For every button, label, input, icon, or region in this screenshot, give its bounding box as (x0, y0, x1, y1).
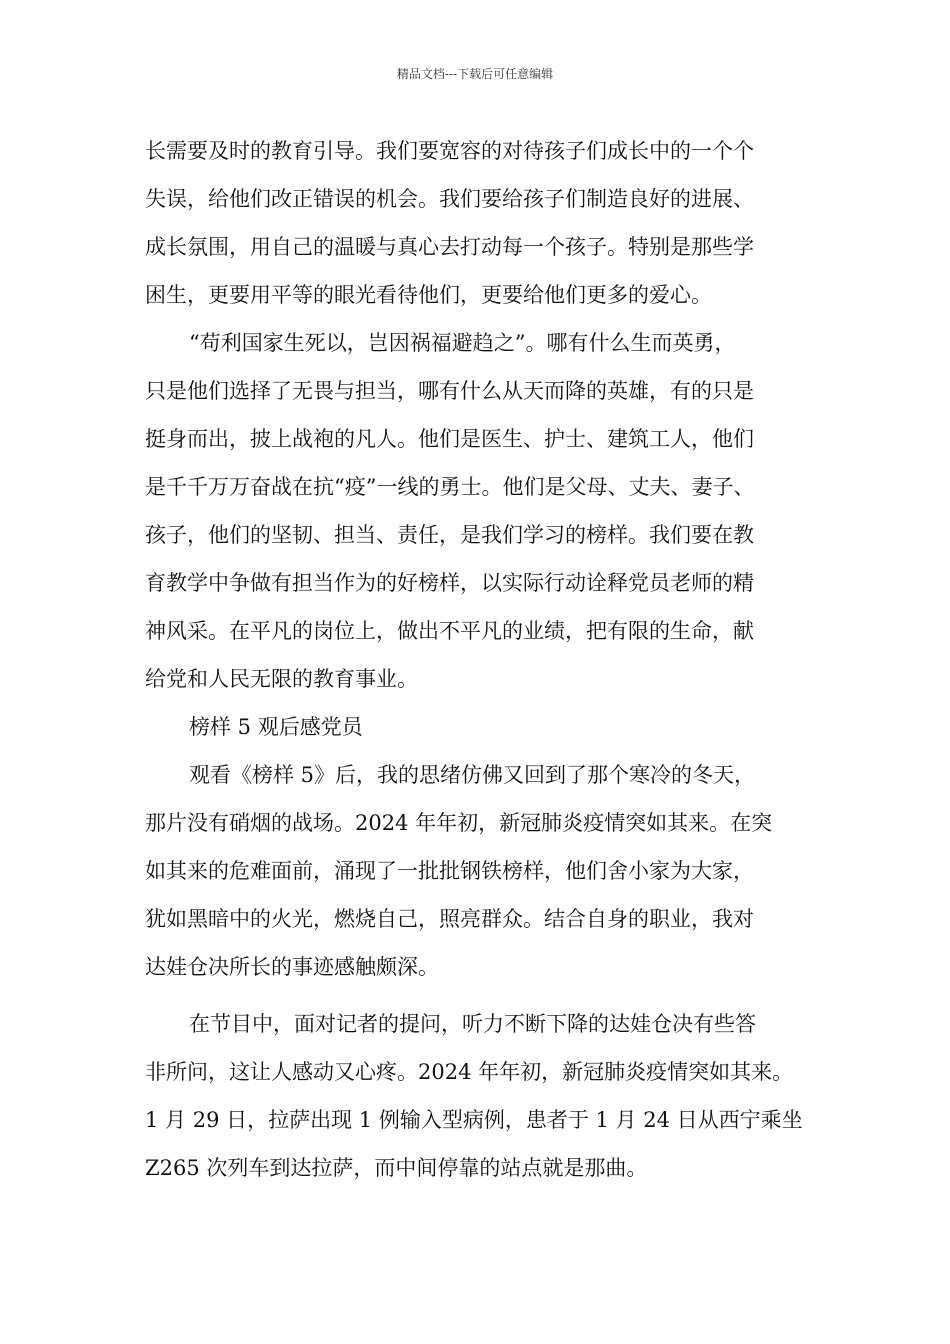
text-line: 如其来的危难面前，涌现了一批批钢铁榜样，他们舍小家为大家， (145, 859, 754, 883)
text-line: 犹如黑暗中的火光，燃烧自己，照亮群众。结合自身的职业，我对 (145, 907, 754, 931)
paragraph-gap (145, 991, 835, 1000)
text-line: 给党和人民无限的教育事业。 (145, 667, 418, 691)
text-line: 达娃仓决所长的事迹感触颇深。 (145, 955, 439, 979)
text-line: 育教学中争做有担当作为的好榜样，以实际行动诠释党员老师的精 (145, 571, 754, 595)
text-line: 那片没有硝烟的战场。2024 年年初，新冠肺炎疫情突如其来。在突 (145, 811, 773, 835)
text-line: 神风采。在平凡的岗位上，做出不平凡的业绩，把有限的生命，献 (145, 619, 754, 643)
text-line: 孩子，他们的坚韧、担当、责任，是我们学习的榜样。我们要在教 (145, 523, 754, 547)
section-title: 榜样 5 观后感党员 (189, 715, 363, 739)
text-line: 非所问，这让人感动又心疼。2024 年年初，新冠肺炎疫情突如其来。 (145, 1060, 794, 1084)
text-line: 观看《榜样 5》后，我的思绪仿佛又回到了那个寒冷的冬天， (189, 763, 756, 787)
document-body (145, 127, 835, 1192)
text-line: 1 月 29 日，拉萨出现 1 例输入型病例，患者于 1 月 24 日从西宁乘坐 (145, 1108, 803, 1132)
text-line: 困生，更要用平等的眼光看待他们，更要给他们更多的爱心。 (145, 283, 712, 307)
text-line: 在节目中，面对记者的提问，听力不断下降的达娃仓决有些答 (189, 1012, 756, 1036)
text-line: 挺身而出，披上战袍的凡人。他们是医生、护士、建筑工人，他们 (145, 427, 754, 451)
text-line: Z265 次列车到达拉萨，而中间停靠的站点就是那曲。 (145, 1156, 648, 1180)
text-line: 只是他们选择了无畏与担当，哪有什么从天而降的英雄，有的只是 (145, 379, 754, 403)
text-line: 是千千万万奋战在抗“疫”一线的勇士。他们是父母、丈夫、妻子、 (145, 475, 755, 499)
page-header: 精品文档---下载后可任意编辑 (396, 67, 554, 81)
text-line: 长需要及时的教育引导。我们要宽容的对待孩子们成长中的一个个 (145, 139, 754, 163)
text-line: “苟利国家生死以，岂因祸福避趋之”。哪有什么生而英勇， (189, 331, 736, 355)
text-line: 成长氛围，用自己的温暖与真心去打动每一个孩子。特别是那些学 (145, 235, 754, 259)
text-line: 失误，给他们改正错误的机会。我们要给孩子们制造良好的进展、 (145, 187, 754, 211)
